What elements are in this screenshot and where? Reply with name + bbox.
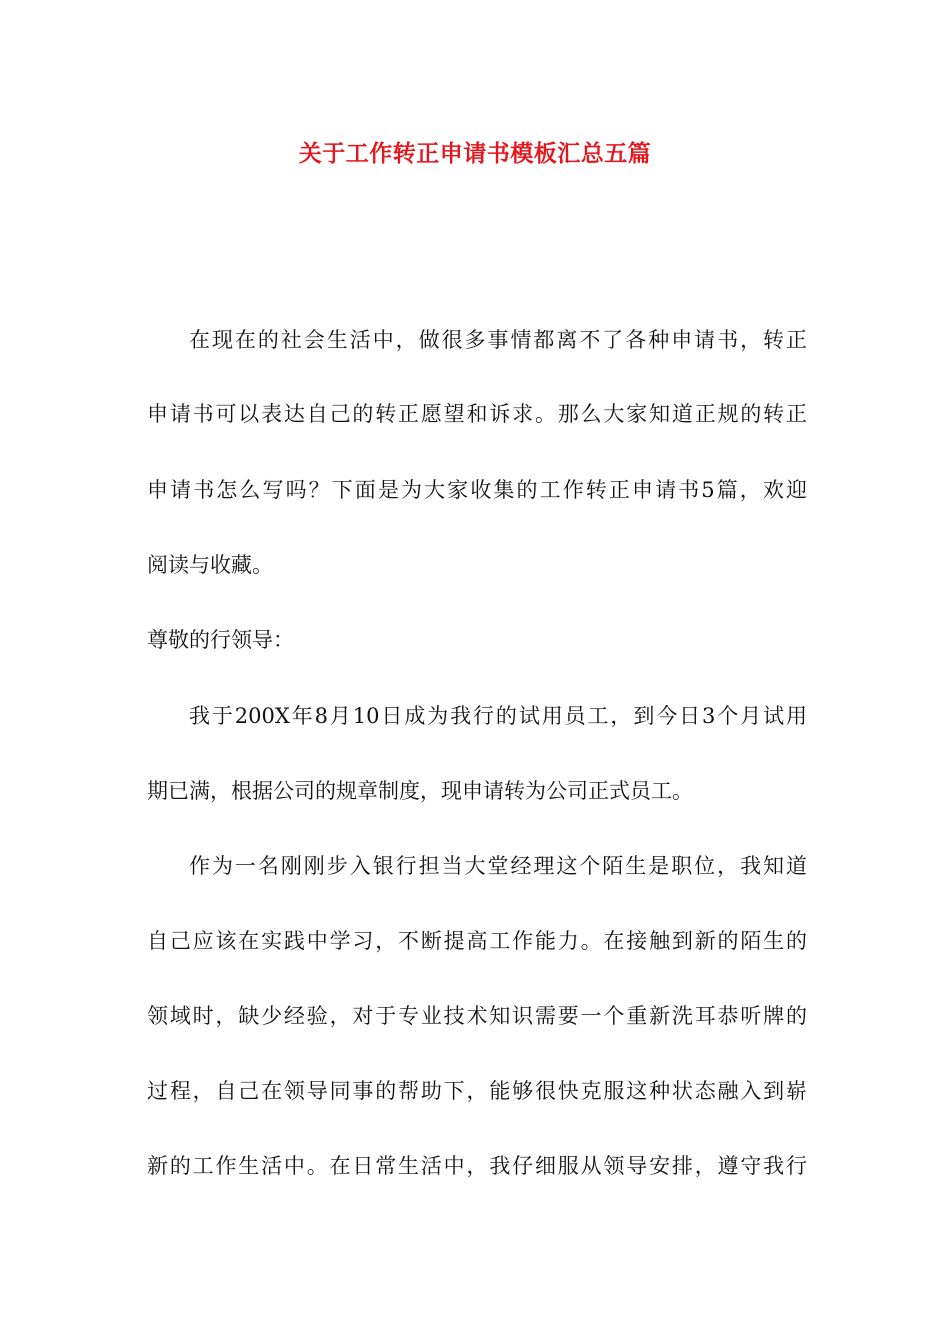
paragraph-line: 申请书怎么写吗？下面是为大家收集的工作转正申请书5篇，欢迎 [147,478,807,502]
paragraph-line: 我于200X年8月10日成为我行的试用员工，到今日3个月试用 [189,704,807,728]
paragraph-line: 在现在的社会生活中，做很多事情都离不了各种申请书，转正 [189,328,807,352]
paragraph-line: 新的工作生活中。在日常生活中，我仔细服从领导安排，遵守我行 [147,1154,807,1178]
salutation: 尊敬的行领导： [147,628,294,652]
paragraph-line: 阅读与收藏。 [147,553,273,577]
paragraph-line: 申请书可以表达自己的转正愿望和诉求。那么大家知道正规的转正 [147,402,807,426]
paragraph-line: 自己应该在实践中学习，不断提高工作能力。在接触到新的陌生的 [147,929,807,953]
paragraph-line: 领域时，缺少经验，对于专业技术知识需要一个重新洗耳恭听牌的 [147,1004,807,1028]
document-title: 关于工作转正申请书模板汇总五篇 [298,140,652,167]
paragraph-line: 作为一名刚刚步入银行担当大堂经理这个陌生是职位，我知道 [189,854,807,878]
paragraph-line: 期已满，根据公司的规章制度，现申请转为公司正式员工。 [147,779,693,803]
paragraph-line: 过程，自己在领导同事的帮助下，能够很快克服这种状态融入到崭 [147,1079,807,1103]
